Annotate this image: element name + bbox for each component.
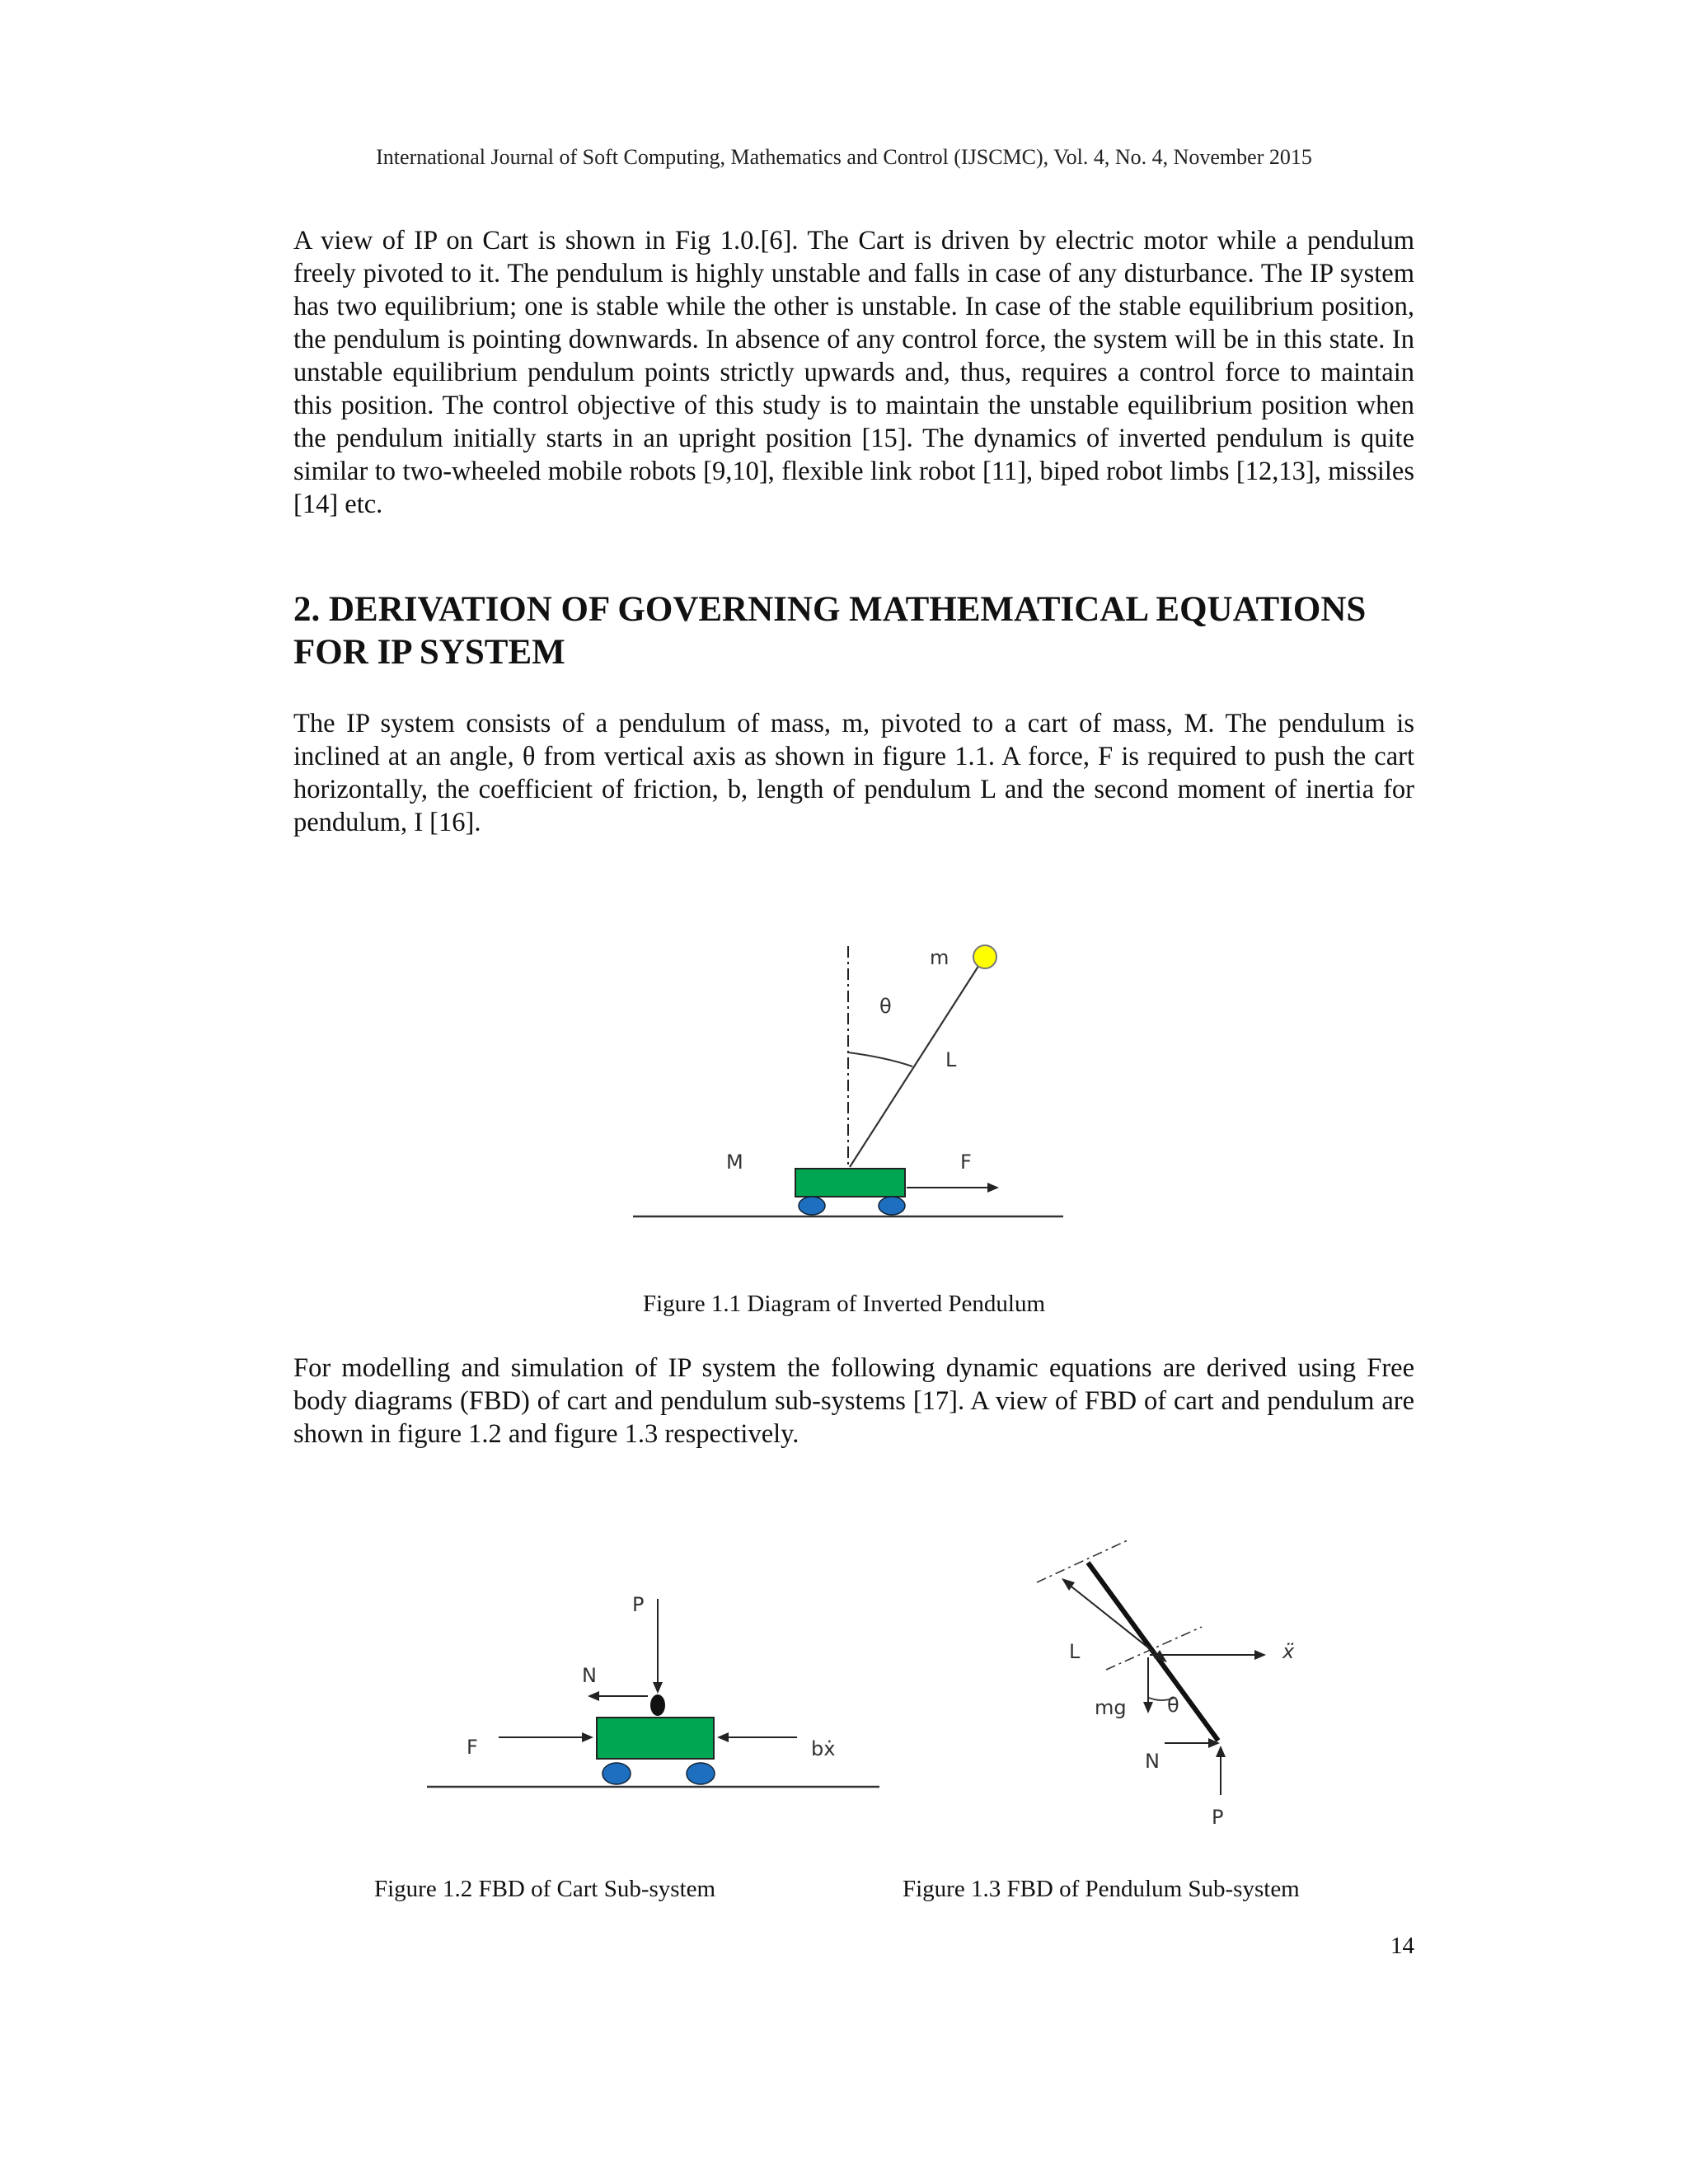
length-L-arrowhead-top [1062,1578,1075,1591]
intro-paragraph: A view of IP on Cart is shown in Fig 1.0.[6]. The Cart is driven by electric motor while a pendulum freely pivoted to it. The pendulum is highly unstable and falls in case of any disturbance. The IP system has two equilibrium; one is stable while the other is unstable. In case of the stable equilibrium position, the pendulum is pointing downwards. In absence of any control force, the system will be in this state. In unstable equilibrium pendulum points strictly upwards and, thus, requires a control force to maintain this position. The control objective of this study is to maintain the unstable equilibrium position when the pendulum initially starts in an upright position [15]. The dynamics of inverted pendulum is quite similar to two-wheeled mobile robots [9,10], flexible link robot [11], biped robot limbs [12,13], missiles [14] etc. [293,226,1414,519]
friction-force-arrowhead [717,1732,729,1742]
label-M: M [726,1151,743,1174]
pendulum-fbd-diagram [1037,1540,1295,1829]
inverted-pendulum-diagram [633,945,1063,1216]
label-L: L [945,1048,957,1071]
acceleration-arrowhead [1254,1650,1266,1660]
label-theta: θ [879,995,892,1018]
label-F: F [467,1736,478,1759]
cart-wheel-right [879,1197,905,1215]
cart-wheel-right [687,1763,715,1784]
label-P: P [1212,1806,1224,1829]
center-dashed-line [1106,1627,1202,1670]
gravity-arrowhead [1143,1702,1153,1713]
modelling-paragraph: For modelling and simulation of IP system the following dynamic equations are derived using Free body diagrams (FBD) of cart and pendulum sub-systems [17]. A view of FBD of cart and pendulum are shown in figure 1.2 and figure 1.3 respectively. [293,1353,1414,1449]
label-x-double-dot: ẍ [1282,1640,1295,1663]
cart-wheel-left [799,1197,825,1215]
label-m: m [930,946,950,969]
label-P: P [632,1593,645,1616]
label-bx-dot: bẋ [811,1737,836,1760]
pendulum-mass [973,945,996,968]
cart-body [795,1169,905,1197]
force-N-arrowhead [588,1691,599,1701]
top-dashed-line [1037,1540,1129,1582]
force-F-arrowhead [582,1732,593,1742]
cart-body [597,1718,714,1759]
theta-arc [848,1052,912,1066]
figure-1-1-caption: Figure 1.1 Diagram of Inverted Pendulum [642,1291,1046,1317]
label-theta: θ [1167,1694,1179,1717]
system-description-paragraph: The IP system consists of a pendulum of mass, m, pivoted to a cart of mass, M. The pendulum is inclined at an angle, θ from vertical axis as shown in figure 1.1. A force, F is required to push the cart horizontally, the coefficient of friction, b, length of pendulum L and the second moment of inertia for pendulum, I [16]. [293,709,1414,837]
force-P-arrowhead [653,1682,663,1694]
section-heading-line-2: FOR IP SYSTEM [293,633,565,672]
section-heading-line-1: 2. DERIVATION OF GOVERNING MATHEMATICAL EQUATIONS [293,590,1367,629]
figure-1-3-caption: Figure 1.3 FBD of Pendulum Sub-system [903,1876,1300,1902]
cart-wheel-left [603,1763,631,1784]
pendulum-rod [850,958,983,1167]
label-L: L [1069,1640,1081,1663]
label-F: F [960,1151,972,1174]
force-arrowhead [987,1183,999,1193]
label-mg: mg [1095,1696,1127,1719]
force-P-arrowhead [1216,1746,1226,1757]
figure-1-2-caption: Figure 1.2 FBD of Cart Sub-system [374,1876,716,1902]
cart-fbd-diagram [427,1593,879,1787]
page-number: 14 [1390,1933,1414,1959]
label-N: N [582,1664,597,1687]
label-N: N [1145,1750,1160,1773]
pivot-joint [650,1694,665,1716]
running-header: International Journal of Soft Computing, Mathematics and Control (IJSCMC), Vol. 4, No. 4, November 2015 [376,145,1312,169]
